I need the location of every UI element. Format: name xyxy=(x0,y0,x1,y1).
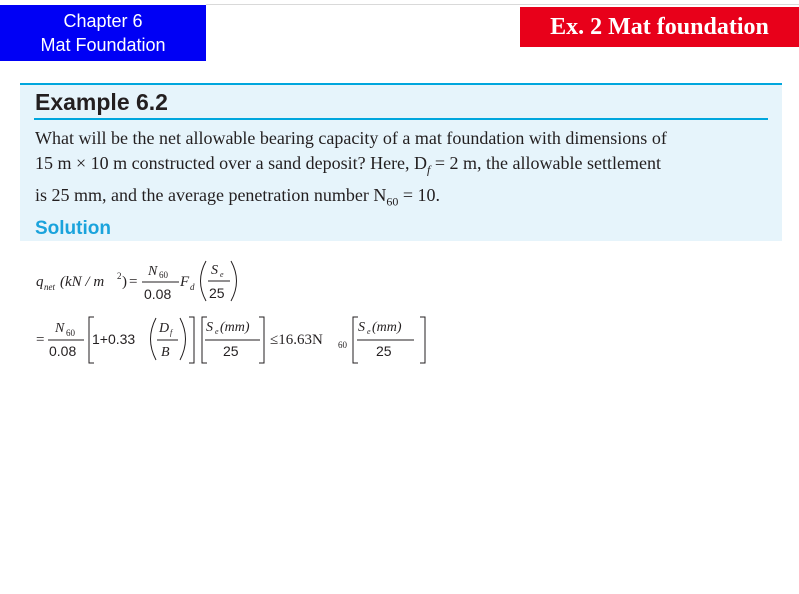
eq2-b: B xyxy=(161,345,170,360)
eq1-left-paren xyxy=(201,261,207,301)
eq2-right-bracket-3 xyxy=(420,317,425,363)
n60-subscript: 60 xyxy=(386,194,399,209)
problem-line-3-head: is 25 mm, and the average penetration number N xyxy=(35,184,387,205)
problem-line-2 xyxy=(35,151,775,183)
eq2-df-sub: f xyxy=(170,328,173,337)
chapter-badge xyxy=(0,5,206,61)
eq2-right-paren xyxy=(180,318,186,360)
equation-1 xyxy=(36,261,237,302)
eq2-n-sub: 60 xyxy=(66,328,75,338)
eq1-f: F xyxy=(180,274,190,290)
eq1-units: (kN / m xyxy=(60,274,105,290)
eq2-left-paren xyxy=(151,318,157,360)
solution-heading: Solution xyxy=(35,218,111,239)
top-divider xyxy=(206,4,799,5)
df-subscript: f xyxy=(427,162,431,177)
problem-line-3-tail: = 10. xyxy=(398,184,441,205)
equation-svg xyxy=(30,255,450,370)
chapter-number: Chapter 6 xyxy=(63,11,143,31)
eq1-units-close: ) xyxy=(122,274,127,290)
eq1-q: q xyxy=(36,274,44,290)
eq1-units-sup: 2 xyxy=(117,271,122,281)
eq2-df: D xyxy=(159,321,170,336)
eq2-equals: = xyxy=(36,332,45,348)
eq1-equals: = xyxy=(129,274,138,290)
eq2-se: S xyxy=(206,320,213,335)
problem-line-3 xyxy=(35,183,775,215)
example-tag: Ex. 2 Mat foundation xyxy=(520,7,799,47)
problem-line-1: What will be the net allowable bearing capacity of a mat foundation with dimensions of xyxy=(35,128,667,148)
eq2-mm: (mm) xyxy=(220,320,250,335)
eq1-se-sub: e xyxy=(220,270,224,279)
eq1-q-sub: net xyxy=(44,282,55,292)
eq2-right-bracket-1 xyxy=(189,317,194,363)
eq2-den25: 25 xyxy=(223,343,239,359)
eq2-one-plus: 1+0.33 xyxy=(92,331,136,347)
eq2-denominator: 0.08 xyxy=(49,343,77,359)
eq2-se2-sub: e xyxy=(367,327,371,336)
eq1-denominator: 0.08 xyxy=(144,286,172,302)
eq2-n: N xyxy=(55,321,65,336)
eq1-right-paren xyxy=(231,261,237,301)
eq2-leq-sub: 60 xyxy=(338,340,347,350)
eq1-n-sub: 60 xyxy=(159,270,168,280)
problem-line-2-head: 15 m × 10 m constructed over a sand deposit? Here, D xyxy=(35,153,428,173)
chapter-title: Mat Foundation xyxy=(40,35,166,55)
equation-2 xyxy=(36,317,425,363)
example-title-rule xyxy=(34,118,768,120)
eq2-den25b: 25 xyxy=(376,343,392,359)
eq2-leq: ≤16.63N xyxy=(270,332,323,348)
eq1-se-den: 25 xyxy=(209,285,225,301)
example-panel xyxy=(20,83,782,241)
eq2-se2: S xyxy=(358,320,365,335)
equation-block xyxy=(30,255,450,370)
eq2-se-sub: e xyxy=(215,327,219,336)
problem-line-2-tail: = 2 m, the allowable settlement xyxy=(430,153,661,173)
example-title: Example 6.2 xyxy=(35,89,168,115)
eq1-f-sub: d xyxy=(190,282,195,292)
eq1-n: N xyxy=(148,264,158,279)
eq1-se: S xyxy=(211,263,218,278)
eq2-mm2: (mm) xyxy=(372,320,402,335)
problem-statement xyxy=(35,126,775,214)
